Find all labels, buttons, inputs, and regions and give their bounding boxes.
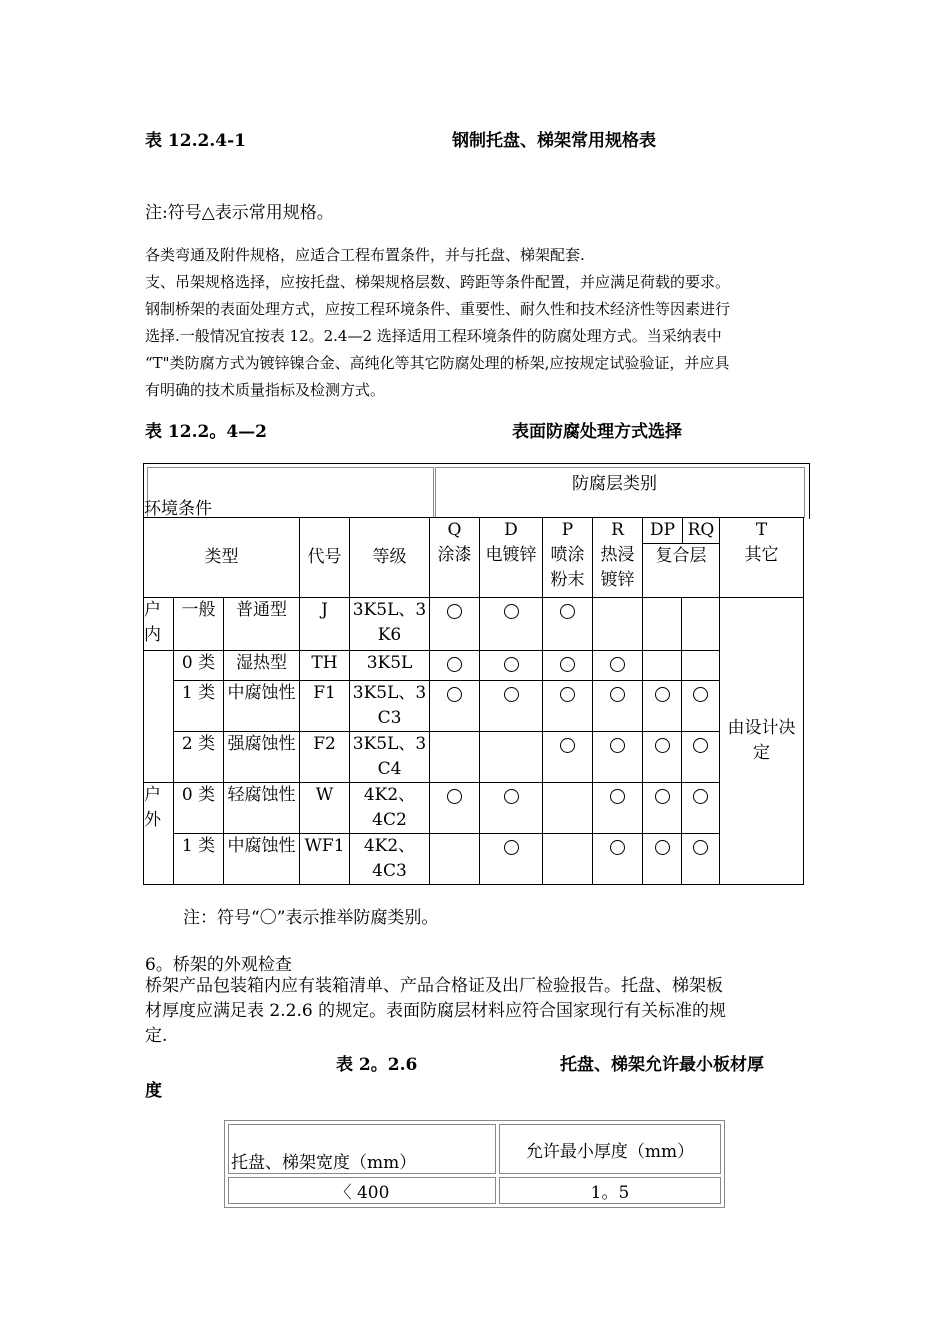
paragraph-line: 定. [145, 1026, 168, 1046]
row-type: 中腐蚀性 [224, 681, 300, 732]
other-value: 由设计决定 [720, 598, 804, 885]
mark-cell [480, 651, 543, 681]
table2-title: 表面防腐处理方式选择 [512, 422, 682, 442]
mark-cell [430, 651, 480, 681]
outdoor-label: 户外 [144, 783, 174, 885]
mark-cell [643, 651, 682, 681]
width-value: 〈 400 [228, 1177, 496, 1204]
coat-d-header [480, 518, 543, 598]
row-code: F1 [300, 681, 350, 732]
coat-code: R [611, 520, 624, 540]
mark-cell [593, 681, 643, 732]
mark-cell [593, 651, 643, 681]
row-class: 0 类 [174, 783, 224, 834]
table2-header-band [143, 463, 810, 519]
table1-number: 表 12.2.4-1 [145, 131, 246, 151]
recommended-circle-icon [504, 604, 519, 619]
col-width-header: 托盘、梯架宽度（mm） [228, 1124, 496, 1174]
mark-cell [593, 783, 643, 834]
recommended-circle-icon [610, 789, 625, 804]
coat-rq-code: RQ [687, 520, 715, 540]
recommended-circle-icon [693, 738, 708, 753]
indoor-span [144, 651, 174, 783]
mark-cell [543, 834, 593, 885]
recommended-circle-icon [560, 657, 575, 672]
row-code: F2 [300, 732, 350, 783]
table-row [144, 732, 804, 783]
coat-r-header [593, 518, 643, 598]
recommended-circle-icon [693, 789, 708, 804]
col-grade-header: 等级 [350, 518, 430, 598]
row-class: 一般 [174, 598, 224, 651]
recommended-circle-icon [447, 789, 462, 804]
thickness-value: 1。5 [499, 1177, 721, 1204]
paragraph-line: 钢制桥架的表面处理方式，应按工程环境条件、重要性、耐久性和技术经济性等因素进行 [145, 300, 731, 318]
row-grade: 3K5L、3C3 [350, 681, 430, 732]
paragraph-line: 材厚度应满足表 2.2.6 的规定。表面防腐层材料应符合国家现行有关标准的规 [145, 1001, 727, 1021]
row-grade: 3K5L [350, 651, 430, 681]
row-code: WF1 [300, 834, 350, 885]
row-grade: 3K5L、3K6 [350, 598, 430, 651]
mark-cell [593, 732, 643, 783]
recommended-circle-icon [655, 840, 670, 855]
row-class: 0 类 [174, 651, 224, 681]
mark-cell [682, 681, 720, 732]
row-code: W [300, 783, 350, 834]
mark-cell [682, 598, 720, 651]
section6-paragraph [145, 974, 815, 1049]
coat-composite-header [643, 518, 720, 598]
recommended-circle-icon [655, 789, 670, 804]
row-type: 轻腐蚀性 [224, 783, 300, 834]
mark-cell [643, 834, 682, 885]
col-code-header: 代号 [300, 518, 350, 598]
env-header: 环境条件 [144, 499, 212, 519]
recommended-circle-icon [560, 687, 575, 702]
mark-cell [643, 598, 682, 651]
recommended-circle-icon [610, 738, 625, 753]
recommended-circle-icon [504, 687, 519, 702]
table-row [144, 651, 804, 681]
coat-code: D [504, 520, 518, 540]
recommended-circle-icon [610, 840, 625, 855]
mark-cell [480, 834, 543, 885]
row-class: 2 类 [174, 732, 224, 783]
col-thickness-header: 允许最小厚度（mm） [499, 1124, 721, 1174]
mark-cell [543, 732, 593, 783]
mark-cell [480, 681, 543, 732]
table-row [228, 1177, 721, 1204]
row-code: TH [300, 651, 350, 681]
row-grade: 3K5L、3C4 [350, 732, 430, 783]
row-type: 普通型 [224, 598, 300, 651]
table1-title: 钢制托盘、梯架常用规格表 [452, 131, 656, 151]
recommended-circle-icon [504, 657, 519, 672]
recommended-circle-icon [447, 687, 462, 702]
coat-header: 防腐层类别 [572, 474, 657, 494]
coat-name: 电镀锌 [485, 545, 537, 565]
row-class: 1 类 [174, 834, 224, 885]
coat-name: 其它 [744, 545, 779, 565]
coat-name: 喷涂粉末 [550, 545, 585, 590]
coat-t-header [720, 518, 804, 598]
anticorrosion-table [143, 517, 804, 885]
mark-cell [593, 598, 643, 651]
mark-cell [430, 783, 480, 834]
mark-cell [543, 651, 593, 681]
mark-cell [480, 732, 543, 783]
table3-number: 表 2。2.6 [336, 1055, 418, 1075]
mark-cell [682, 783, 720, 834]
note-recommended: 注：符号“〇”表示推举防腐类别。 [183, 908, 439, 928]
table3-title: 托盘、梯架允许最小板材厚 [560, 1055, 764, 1075]
recommended-circle-icon [504, 840, 519, 855]
coat-dp-code: DP [643, 518, 683, 543]
recommended-circle-icon [610, 657, 625, 672]
mark-cell [430, 732, 480, 783]
mark-cell [682, 834, 720, 885]
mark-cell [643, 732, 682, 783]
recommended-circle-icon [655, 687, 670, 702]
mark-cell [643, 681, 682, 732]
mark-cell [430, 598, 480, 651]
recommended-circle-icon [610, 687, 625, 702]
table-row [144, 783, 804, 834]
recommended-circle-icon [504, 789, 519, 804]
row-grade: 4K2、4C2 [350, 783, 430, 834]
paragraph-line: 桥架产品包装箱内应有装箱清单、产品合格证及出厂检验报告。托盘、梯架板 [145, 976, 723, 996]
coat-code: Q [447, 520, 462, 540]
mark-cell [430, 681, 480, 732]
coat-name: 热浸镀锌 [600, 545, 635, 590]
recommended-circle-icon [693, 840, 708, 855]
paragraph-line: 支、吊架规格选择，应按托盘、梯架规格层数、跨距等条件配置，并应满足荷载的要求。 [145, 273, 731, 291]
coat-p-header [543, 518, 593, 598]
recommended-circle-icon [447, 657, 462, 672]
row-grade: 4K2、4C3 [350, 834, 430, 885]
coat-code: T [755, 520, 768, 540]
mark-cell [480, 783, 543, 834]
thickness-table [224, 1120, 725, 1208]
coat-name: 涂漆 [437, 545, 472, 565]
mark-cell [543, 681, 593, 732]
recommended-circle-icon [560, 738, 575, 753]
row-type: 中腐蚀性 [224, 834, 300, 885]
row-type: 湿热型 [224, 651, 300, 681]
mark-cell [593, 834, 643, 885]
mark-cell [543, 598, 593, 651]
composite-label: 复合层 [655, 546, 707, 566]
paragraph-line: 选择.一般情况宜按表 12。2.4—2 选择适用工程环境条件的防腐处理方式。当采纳表中 [145, 327, 722, 345]
section6-title: 6。桥架的外观检查 [145, 955, 292, 975]
table2-number: 表 12.2。4—2 [145, 422, 267, 442]
recommended-circle-icon [560, 604, 575, 619]
row-code: J [300, 598, 350, 651]
mark-cell [682, 732, 720, 783]
paragraph-line: 有明确的技术质量指标及检测方式。 [145, 381, 386, 399]
note-symbol: 注:符号△表示常用规格。 [145, 203, 334, 223]
coat-q-header [430, 518, 480, 598]
recommended-circle-icon [693, 687, 708, 702]
table-row [144, 834, 804, 885]
mark-cell [682, 651, 720, 681]
row-class: 1 类 [174, 681, 224, 732]
col-type-header: 类型 [144, 518, 300, 598]
mark-cell [480, 598, 543, 651]
indoor-label: 户内 [144, 598, 174, 651]
paragraph-line: 各类弯通及附件规格，应适合工程布置条件，并与托盘、梯架配套. [145, 246, 585, 264]
paragraph-line: “T"类防腐方式为镀锌镍合金、高纯化等其它防腐处理的桥架,应按规定试验验证，并应具 [145, 354, 730, 372]
row-type: 强腐蚀性 [224, 732, 300, 783]
recommended-circle-icon [447, 604, 462, 619]
mark-cell [543, 783, 593, 834]
table3-title-cont: 度 [145, 1081, 162, 1101]
recommended-circle-icon [655, 738, 670, 753]
table-row [144, 598, 804, 651]
mark-cell [643, 783, 682, 834]
paragraph-1 [145, 242, 815, 404]
table-row [144, 681, 804, 732]
mark-cell [430, 834, 480, 885]
coat-code: P [561, 520, 574, 540]
